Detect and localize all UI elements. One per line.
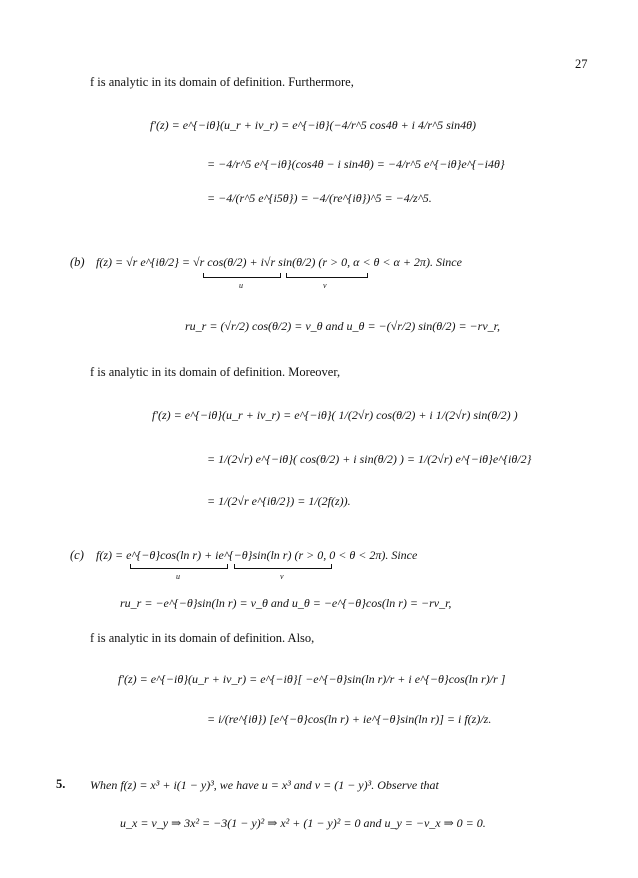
part-b-v-label: v: [323, 281, 327, 290]
part-b-analytic: f is analytic in its domain of definition. Moreover,: [90, 365, 341, 379]
part-a-eq2: = −4/r^5 e^{−iθ}(cos4θ − i sin4θ) = −4/r^5 e^{−iθ}e^{−i4θ}: [207, 157, 505, 171]
part-b-def: f(z) = √r e^{iθ/2} = √r cos(θ/2) + i√r sin(θ/2) (r > 0, α < θ < α + 2π). Since: [96, 255, 462, 269]
part-c-u-underbrace: [130, 564, 228, 569]
part-c-cr: ru_r = −e^{−θ}sin(ln r) = v_θ and u_θ = −e^{−θ}cos(ln r) = −rv_r,: [120, 596, 452, 610]
part-a-intro: f is analytic in its domain of definition. Furthermore,: [90, 75, 354, 89]
part-a-eq3: = −4/(r^5 e^{i5θ}) = −4/(re^{iθ})^5 = −4/z^5.: [207, 191, 432, 205]
problem-5-line1: When f(z) = x³ + i(1 − y)³, we have u = x³ and v = (1 − y)³. Observe that: [90, 778, 439, 792]
part-c-eq2: = i/(re^{iθ}) [e^{−θ}cos(ln r) + ie^{−θ}sin(ln r)] = i f(z)/z.: [207, 712, 492, 726]
part-b-v-underbrace: [286, 273, 368, 278]
page-number: 27: [575, 57, 588, 71]
part-c-v-label: v: [280, 572, 284, 581]
part-c-label: (c): [70, 548, 84, 562]
part-b-eq1: f′(z) = e^{−iθ}(u_r + iv_r) = e^{−iθ}( 1/(2√r) cos(θ/2) + i 1/(2√r) sin(θ/2) ): [152, 408, 518, 422]
problem-5-number: 5.: [56, 777, 66, 791]
part-b-eq2: = 1/(2√r) e^{−iθ}( cos(θ/2) + i sin(θ/2) ) = 1/(2√r) e^{−iθ}e^{iθ/2}: [207, 452, 532, 466]
part-a-eq1: f′(z) = e^{−iθ}(u_r + iv_r) = e^{−iθ}(−4/r^5 cos4θ + i 4/r^5 sin4θ): [150, 118, 476, 132]
part-c-v-underbrace: [234, 564, 332, 569]
part-b-cr: ru_r = (√r/2) cos(θ/2) = v_θ and u_θ = −(√r/2) sin(θ/2) = −rv_r,: [185, 319, 500, 333]
part-c-analytic: f is analytic in its domain of definition. Also,: [90, 631, 315, 645]
part-b-u-underbrace: [203, 273, 281, 278]
part-c-def: f(z) = e^{−θ}cos(ln r) + ie^{−θ}sin(ln r) (r > 0, 0 < θ < 2π). Since: [96, 548, 418, 562]
part-c-eq1: f′(z) = e^{−iθ}(u_r + iv_r) = e^{−iθ}[ −e^{−θ}sin(ln r)/r + i e^{−θ}cos(ln r)/r ]: [118, 672, 506, 686]
problem-5-line2: u_x = v_y ⇒ 3x² = −3(1 − y)² ⇒ x² + (1 − y)² = 0 and u_y = −v_x ⇒ 0 = 0.: [120, 816, 486, 830]
part-b-u-label: u: [239, 281, 243, 290]
part-c-u-label: u: [176, 572, 180, 581]
part-b-eq3: = 1/(2√r e^{iθ/2}) = 1/(2f(z)).: [207, 494, 351, 508]
part-b-label: (b): [70, 255, 85, 269]
